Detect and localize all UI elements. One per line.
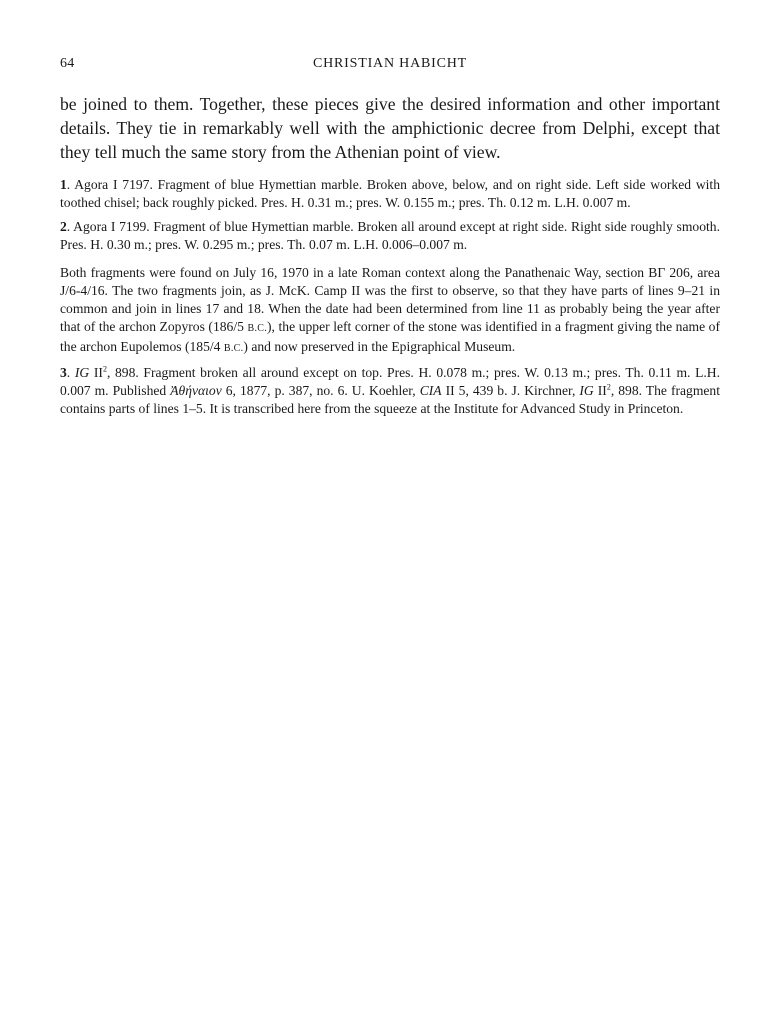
journal-title: Ἀθήναιον	[170, 383, 222, 398]
entry-text: . Agora I 7197. Fragment of blue Hymettian marble. Broken above, below, and on right side. Left side worked with toothed chisel; back roughly picked. Pres. H. 0.31 m.; pres. W. 0.155 m.; pres. Th. 0.12 m. L.H. 0.007 m.	[60, 177, 720, 210]
intro-paragraph: be joined to them. Together, these pieces give the desired information and other important details. They tie in remarkably well with the amphictionic decree from Delphi, except that they tell much the same story from the Athenian point of view.	[60, 94, 720, 162]
discussion-text: Both fragments were found on July 16, 1970 in a late Roman context along the Panathenaic Way, section ΒΓ 206, area J/6-4/16. The two fragments join, as J. McK. Camp II was the first to observe, so that they have parts of lines 9–21 in common and join in lines 17 and 18. When the date had been determined from line 11 as probably being the year after that of the archon Zopyros (186/5	[60, 265, 720, 334]
era-abbreviation: B.C.	[247, 323, 268, 334]
running-title: CHRISTIAN HABICHT	[313, 56, 467, 71]
corpus-abbreviation: CIA	[419, 383, 442, 398]
entry-separator: .	[66, 365, 75, 380]
entry-text: 6, 1877, p. 387, no. 6. U. Koehler,	[221, 383, 420, 398]
entry-text: , 898. The fragment contains parts of lines 1–5. It is transcribed here from the squeeze at the Institute for Advanced Study in Princeton.	[60, 383, 721, 416]
page-number: 64	[60, 56, 75, 71]
corpus-abbreviation: IG	[74, 365, 90, 380]
discussion-text: ) and now preserved in the Epigraphical Museum.	[243, 339, 516, 354]
entry-text: , 898. Fragment broken all around except on top. Pres. H. 0.078 m.; pres. W. 0.13 m.; pres. Th. 0.11 m. L.H. 0.007 m. Published	[60, 365, 721, 398]
discussion-paragraph	[60, 264, 720, 358]
entry-number: 1	[60, 177, 67, 192]
entry-text: II 5, 439 b. J. Kirchner,	[441, 383, 580, 398]
corpus-abbreviation: IG	[579, 383, 594, 398]
edition-superscript: 2	[102, 364, 107, 374]
entry-number: 2	[60, 219, 67, 234]
running-header	[60, 56, 720, 78]
entry-text: . Agora I 7199. Fragment of blue Hymettian marble. Broken all around except at right side. Right side roughly smooth. Pres. H. 0.30 m.; pres. W. 0.295 m.; pres. Th. 0.07 m. L.H. 0.006–0.007 m.	[60, 219, 720, 252]
entry-number: 3	[60, 365, 67, 380]
page	[60, 56, 720, 418]
catalogue-entry-1	[60, 176, 720, 212]
catalogue-entry-2	[60, 218, 720, 254]
discussion-text: ), the upper left corner of the stone was identified in a fragment giving the name of the archon Eupolemos (185/4	[60, 319, 720, 354]
corpus-volume: II	[593, 383, 607, 398]
edition-superscript: 2	[606, 382, 611, 392]
corpus-volume: II	[89, 365, 103, 380]
catalogue-entry-3	[60, 364, 720, 418]
era-abbreviation: B.C.	[223, 343, 244, 354]
